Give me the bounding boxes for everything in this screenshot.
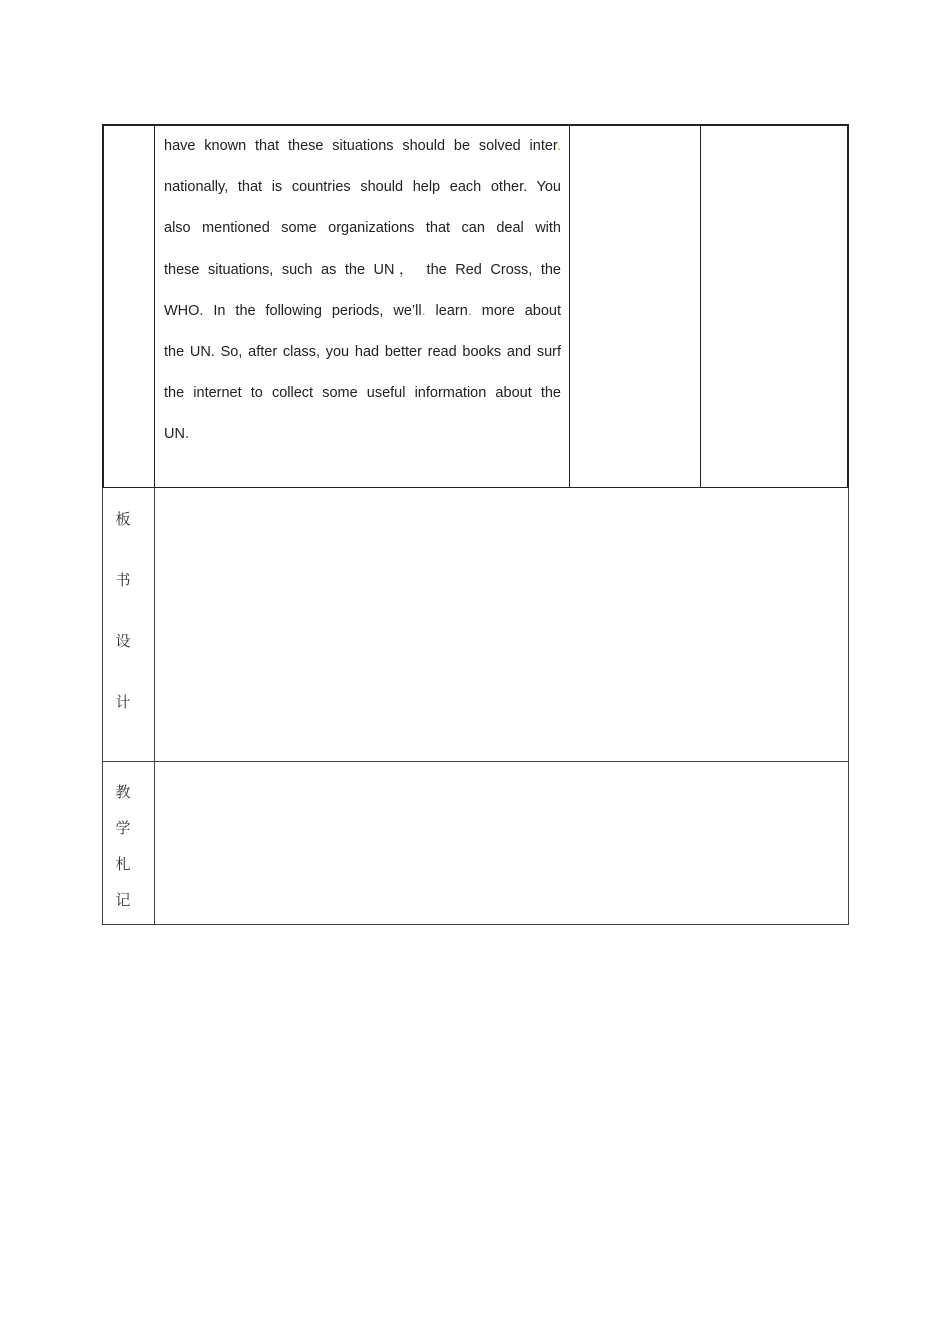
text-line: UN. (164, 426, 189, 443)
lesson-procedure-table (102, 124, 849, 488)
text-line: have known that these situations should be solved inter. (164, 138, 561, 154)
board-and-notes-table (102, 488, 849, 925)
column-divider (154, 126, 155, 487)
teaching-notes-label-char: 学 (115, 819, 131, 837)
label-column-divider (154, 488, 155, 924)
column-divider (700, 126, 701, 487)
text-line: also mentioned some organizations that can deal with (164, 220, 561, 237)
board-design-label-char: 书 (115, 571, 131, 589)
text-line: nationally, that is countries should help each other. You (164, 179, 561, 196)
teaching-notes-label-char: 札 (115, 855, 131, 873)
lesson-text (164, 126, 561, 456)
text-line: these situations, such as the UN， the Red Cross, the (164, 261, 561, 278)
column-divider (569, 126, 570, 487)
teaching-notes-label-char: 记 (115, 891, 131, 909)
teaching-notes-label-char: 教 (115, 783, 131, 801)
board-design-label-char: 板 (115, 510, 131, 528)
text-line: the internet to collect some useful information about the (164, 385, 561, 402)
text-line: the UN. So, after class, you had better read books and surf (164, 344, 561, 361)
text-line: WHO. In the following periods, we’ll. learn. more about (164, 302, 561, 319)
row-divider (103, 761, 848, 762)
board-design-label-char: 计 (115, 693, 131, 711)
board-design-label-char: 设 (115, 632, 131, 650)
